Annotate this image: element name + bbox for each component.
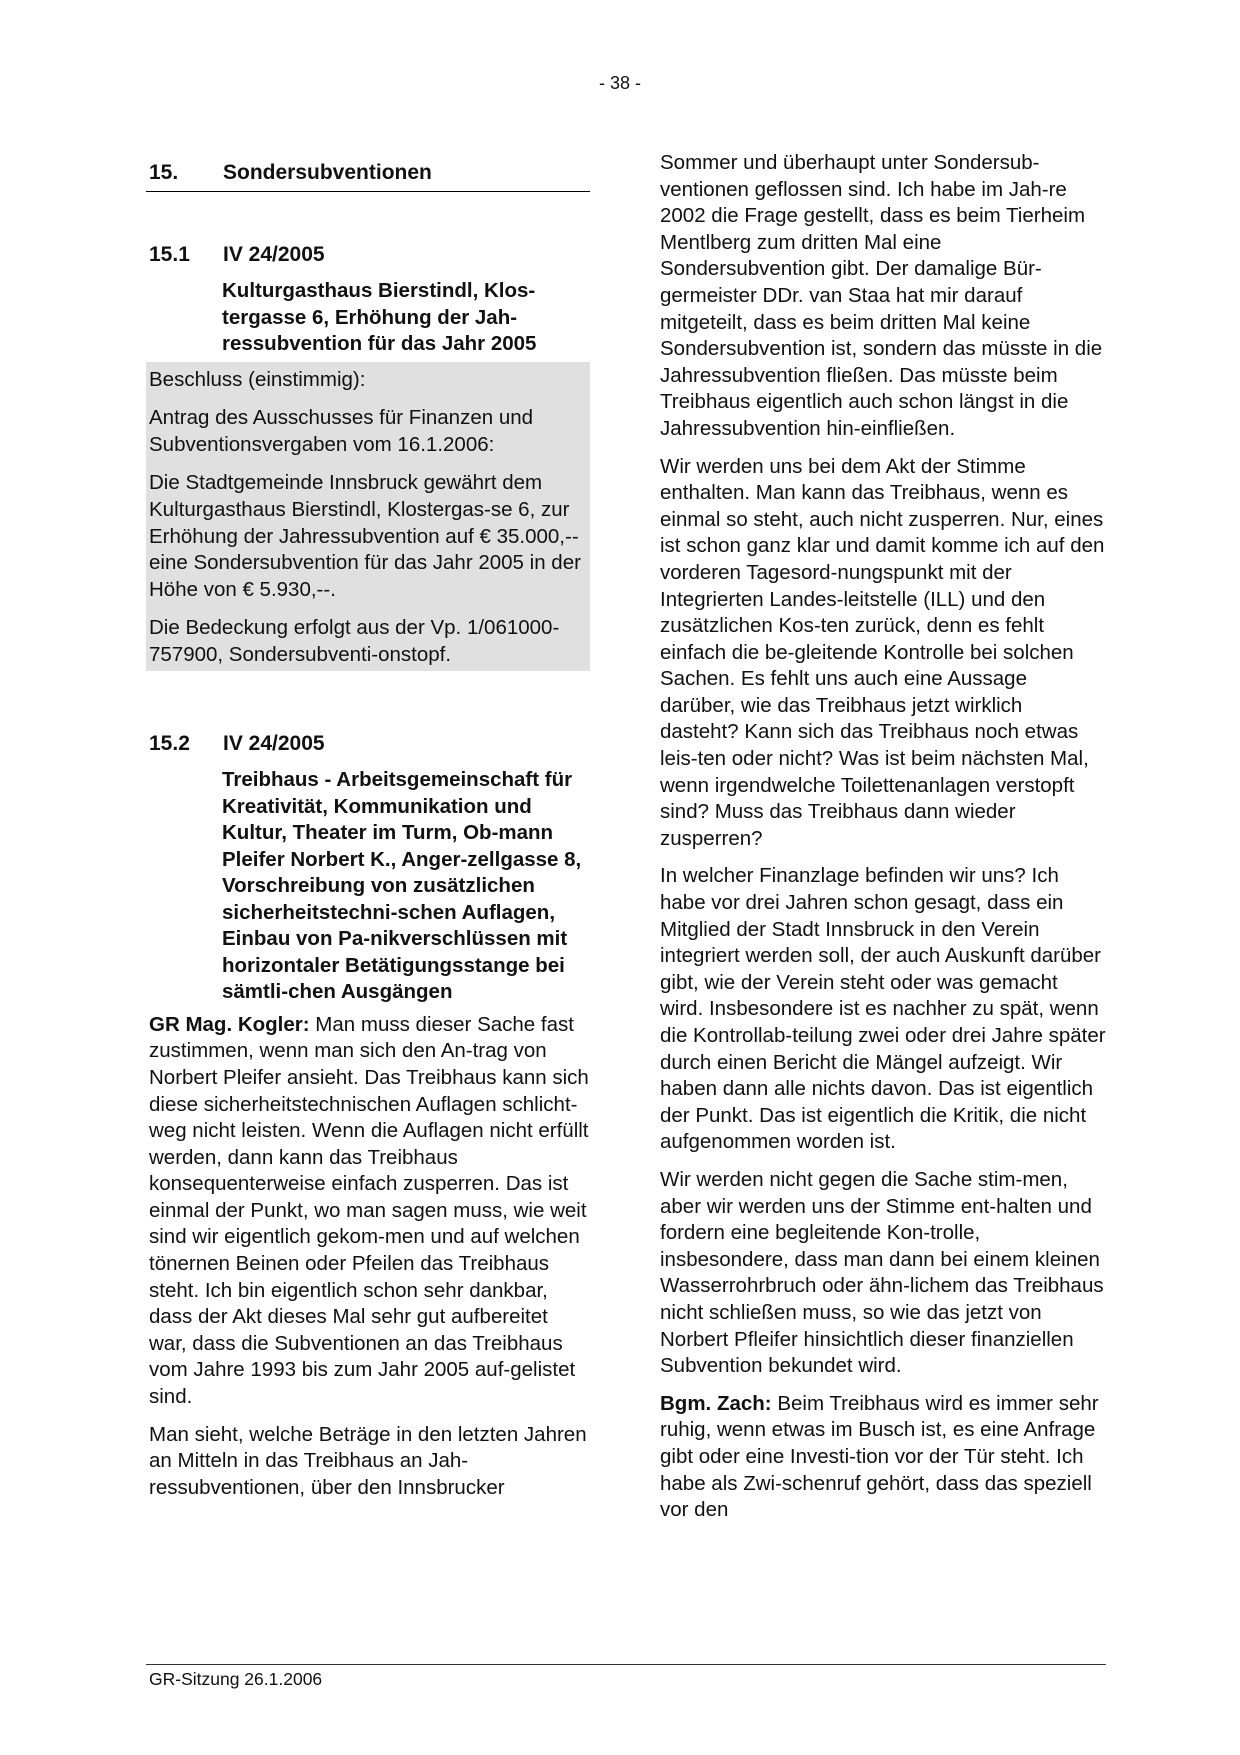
footer-divider xyxy=(146,1664,1106,1665)
resolution-box xyxy=(146,362,590,671)
speech-text: Man muss dieser Sache fast zustimmen, wenn man sich den An-trag von Norbert Pleifer ansieht. Das Treibhaus kann sich diese sicherheitstechnischen Auflagen schlicht-weg nicht leisten. Wenn die Auflagen nicht erfüllt werden, dann kann das Treibhaus konsequenterweise einfach zusperren. Das ist einmal der Punkt, wo man sagen muss, wie weit sind wir eigentlich gekom-men und auf welchen tönernen Beinen oder Pfeilen das Treibhaus steht. Ich bin eigentlich schon sehr dankbar, dass der Akt dieses Mal sehr gut aufbereitet war, dass die Subventionen an das Treibhaus vom Jahre 1993 bis zum Jahr 2005 auf-gelistet sind. xyxy=(149,1012,589,1409)
speech-paragraph: Wir werden nicht gegen die Sache stim-men, aber wir werden uns der Stimme ent-halten und fordern eine begleitende Kon-trolle, insbesondere, dass man dann bei einem kleinen Wasserrohrbruch oder ähn-lichem das Treibhaus nicht schließen muss, so wie das jetzt von Norbert Pfleifer hinsichtlich dieser finanziellen Subvention bekundet wird. xyxy=(660,1167,1104,1378)
speech-zach xyxy=(660,1391,1106,1524)
item-heading-15-1 xyxy=(146,242,590,269)
page-number: - 38 - xyxy=(598,73,641,93)
speaker-name: Bgm. Zach: xyxy=(660,1391,772,1415)
speech-paragraph: In welcher Finanzlage befinden wir uns? Ich habe vor drei Jahren schon gesagt, dass ein Mitglied der Stadt Innsbruck in den Verein integriert werden soll, der auch Auskunft darüber gibt, wie der Verein steht oder was gemacht wird. Insbesondere ist es nachher zu spät, wenn die Kontrollab-teilung zwei oder drei Jahre später durch einen Bericht die Mängel aufzeigt. Wir haben dann alle nichts davon. Das ist eigentlich der Punkt. Das ist eigentlich die Kritik, die nicht aufgenommen worden ist. xyxy=(660,864,1106,1154)
speech-text: Beim Treibhaus wird es immer sehr ruhig, wenn etwas im Busch ist, es eine Anfrage gibt oder eine Investi-tion vor der Tür steht. Ich habe als Zwi-schenruf gehört, dass das speziell vor den xyxy=(660,1391,1099,1522)
right-column xyxy=(660,150,1106,1535)
speaker-name: GR Mag. Kogler: xyxy=(149,1012,310,1036)
item-title: Kulturgasthaus Bierstindl, Klos-tergasse 6, Erhöhung der Jah-ressubvention für das Jahr 2005 xyxy=(222,279,537,356)
section-title: Sondersubventionen xyxy=(223,161,432,184)
item-number: 15.2 xyxy=(149,731,190,755)
coverage-text: Die Bedeckung erfolgt aus der Vp. 1/061000-757900, Sondersubventi-onstopf. xyxy=(149,616,560,667)
speech-paragraph xyxy=(149,1012,590,1411)
speech-paragraph: Man sieht, welche Beträge in den letzten Jahren an Mitteln in das Treibhaus an Jah-ressubventionen, über den Innsbrucker xyxy=(149,1422,587,1499)
item-ref: IV 24/2005 xyxy=(223,731,325,755)
section-number: 15. xyxy=(149,161,179,184)
resolution-label: Beschluss (einstimmig): xyxy=(149,367,366,391)
footer-text: GR-Sitzung 26.1.2006 xyxy=(149,1669,323,1689)
item-ref: IV 24/2005 xyxy=(223,242,325,266)
item-heading-15-2 xyxy=(146,731,590,758)
speech-paragraph: Wir werden uns bei dem Akt der Stimme enthalten. Man kann das Treibhaus, wenn es einmal so steht, auch nicht zusperren. Nur, eines ist schon ganz klar und damit komme ich auf den vorderen Tagesord-nungspunkt mit der Integrierten Landes-leitstelle (ILL) und den zusätzlichen Kos-ten zurück, denn es fehlt einfach die be-gleitende Kontrolle bei solchen Sachen. Es fehlt uns auch eine Aussage darüber, wie das Treibhaus jetzt wirklich dasteht? Kann sich das Treibhaus noch etwas leis-ten oder nicht? Was ist beim nächsten Mal, wenn irgendwelche Toilettenanlagen verstopft sind? Muss das Treibhaus dann wieder zusperren? xyxy=(660,454,1105,850)
decision-text: Die Stadtgemeinde Innsbruck gewährt dem Kulturgasthaus Bierstindl, Klostergas-se 6, zur Erhöhung der Jahressubvention auf € 35.000,-- eine Sondersubvention für das Jahr 2005 in der Höhe von € 5.930,--. xyxy=(149,471,581,601)
left-column xyxy=(146,150,590,1512)
speech-paragraph: Sommer und überhaupt unter Sondersub-ventionen geflossen sind. Ich habe im Jah-re 2002 die Frage gestellt, dass es beim Tierheim Mentlberg zum dritten Mal eine Sondersubvention gibt. Der damalige Bür-germeister DDr. van Staa hat mir darauf mitgeteilt, dass es beim dritten Mal keine Sondersubvention ist, sondern das müsste in die Jahressubvention fließen. Das müsste beim Treibhaus eigentlich auch schon längst in die Jahressubvention hin-einfließen. xyxy=(660,151,1103,440)
speech-kogler xyxy=(146,1012,590,1502)
item-number: 15.1 xyxy=(149,242,190,266)
item-title: Treibhaus - Arbeitsgemeinschaft für Kreativität, Kommunikation und Kultur, Theater im Turm, Ob-mann Pleifer Norbert K., Anger-zellgasse 8, Vorschreibung von zusätzlichen sicherheitstechni-schen Auflagen, Einbau von Pa-nikverschlüssen mit horizontaler Betätigungsstange bei sämtli-chen Ausgängen xyxy=(222,768,582,1004)
section-heading xyxy=(146,150,590,192)
motion-text: Antrag des Ausschusses für Finanzen und Subventionsvergaben vom 16.1.2006: xyxy=(149,406,534,456)
